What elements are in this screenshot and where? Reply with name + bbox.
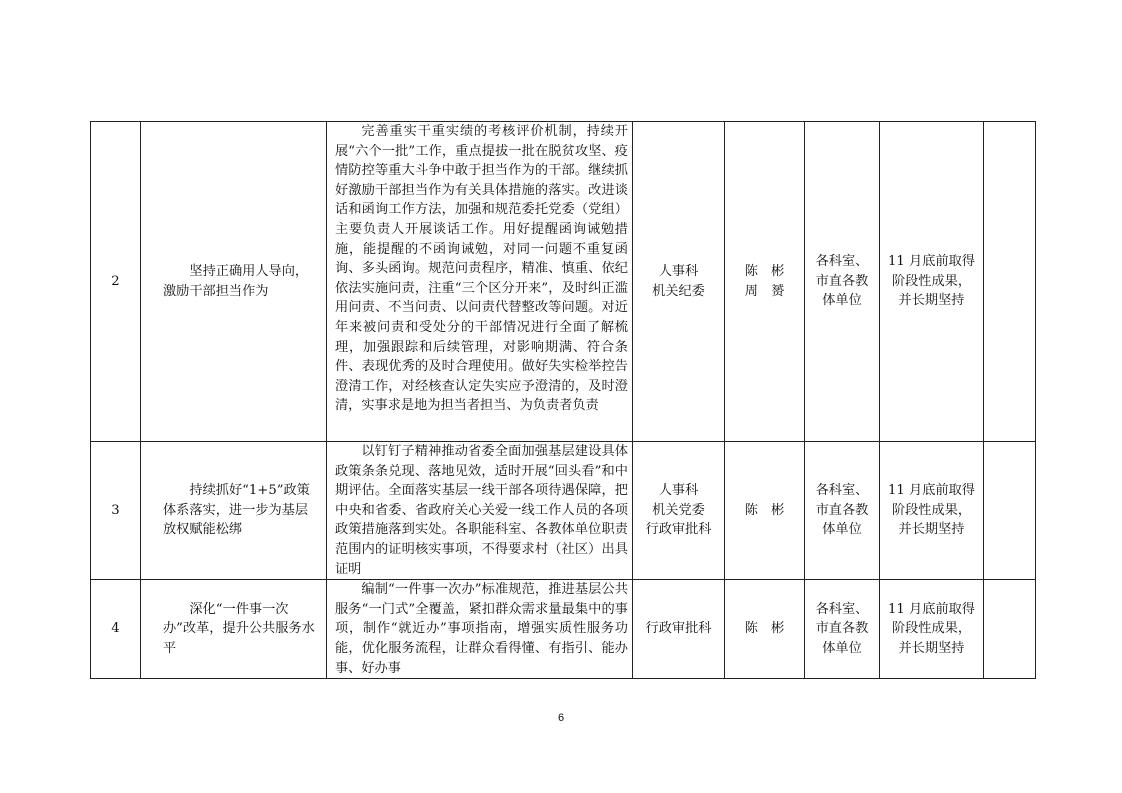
row-number: 4 <box>91 580 141 679</box>
participating-units: 各科室、 市直各教 体单位 <box>805 580 880 679</box>
responsible-person: 陈 彬 <box>725 442 805 580</box>
task-title: 坚持正确用人导向，激励干部担当作为 <box>141 122 327 442</box>
responsible-person: 陈 彬 <box>725 580 805 679</box>
note <box>984 580 1036 679</box>
table-row <box>91 580 1036 679</box>
task-title: 深化“一件事一次办”改革，提升公共服务水平 <box>141 580 327 679</box>
note <box>984 442 1036 580</box>
task-table <box>90 121 1036 679</box>
page-number: 6 <box>557 712 565 724</box>
task-content: 以钉钉子精神推动省委全面加强基层建设具体政策条条兑现、落地见效，适时开展“回头看”和中期评估。全面落实基层一线干部各项待遇保障，把中央和省委、省政府关心关爱一线工作人员的各项政策措施落到实处。各职能科室、各教体单位职责范围内的证明核实事项，不得要求村（社区）出具证明 <box>327 442 633 580</box>
row-number: 3 <box>91 442 141 580</box>
task-content: 编制“一件事一次办”标准规范，推进基层公共服务“一门式”全覆盖，紧扣群众需求量最集中的事项，制作“就近办”事项指南，增强实质性服务功能，优化服务流程，让群众看得懂、有指引、能办事、好办事 <box>327 580 633 679</box>
lead-department: 行政审批科 <box>633 580 725 679</box>
task-content: 完善重实干重实绩的考核评价机制，持续开展“六个一批”工作，重点提拔一批在脱贫攻坚、疫情防控等重大斗争中敢于担当作为的干部。继续抓好激励干部担当作为有关具体措施的落实。改进谈话和函询工作方法，加强和规范委托党委（党组）主要负责人开展谈话工作。用好提醒函询诫勉措施，能提醒的不函询诫勉，对同一问题不重复函询、多头函询。规范问责程序，精准、慎重、依纪依法实施问责，注重“三个区分开来”，及时纠正滥用问责、不当问责、以问责代替整改等问题。对近年来被问责和受处分的干部情况进行全面了解梳理，加强跟踪和后续管理，对影响期满、符合条件、表现优秀的及时合理使用。做好失实检举控告澄清工作，对经核查认定失实应予澄清的，及时澄清，实事求是地为担当者担当、为负责者负责 <box>327 122 633 442</box>
table-row <box>91 442 1036 580</box>
row-number: 2 <box>91 122 141 442</box>
task-title: 持续抓好“1+5”政策体系落实，进一步为基层放权赋能松绑 <box>141 442 327 580</box>
participating-units: 各科室、 市直各教 体单位 <box>805 122 880 442</box>
lead-department: 人事科 机关纪委 <box>633 122 725 442</box>
responsible-person: 陈 彬 周 赟 <box>725 122 805 442</box>
participating-units: 各科室、 市直各教 体单位 <box>805 442 880 580</box>
table-row <box>91 122 1036 442</box>
note <box>984 122 1036 442</box>
deadline: 11 月底前取得 阶段性成果， 并长期坚持 <box>880 122 984 442</box>
lead-department: 人事科 机关党委 行政审批科 <box>633 442 725 580</box>
deadline: 11 月底前取得 阶段性成果， 并长期坚持 <box>880 442 984 580</box>
deadline: 11 月底前取得 阶段性成果， 并长期坚持 <box>880 580 984 679</box>
